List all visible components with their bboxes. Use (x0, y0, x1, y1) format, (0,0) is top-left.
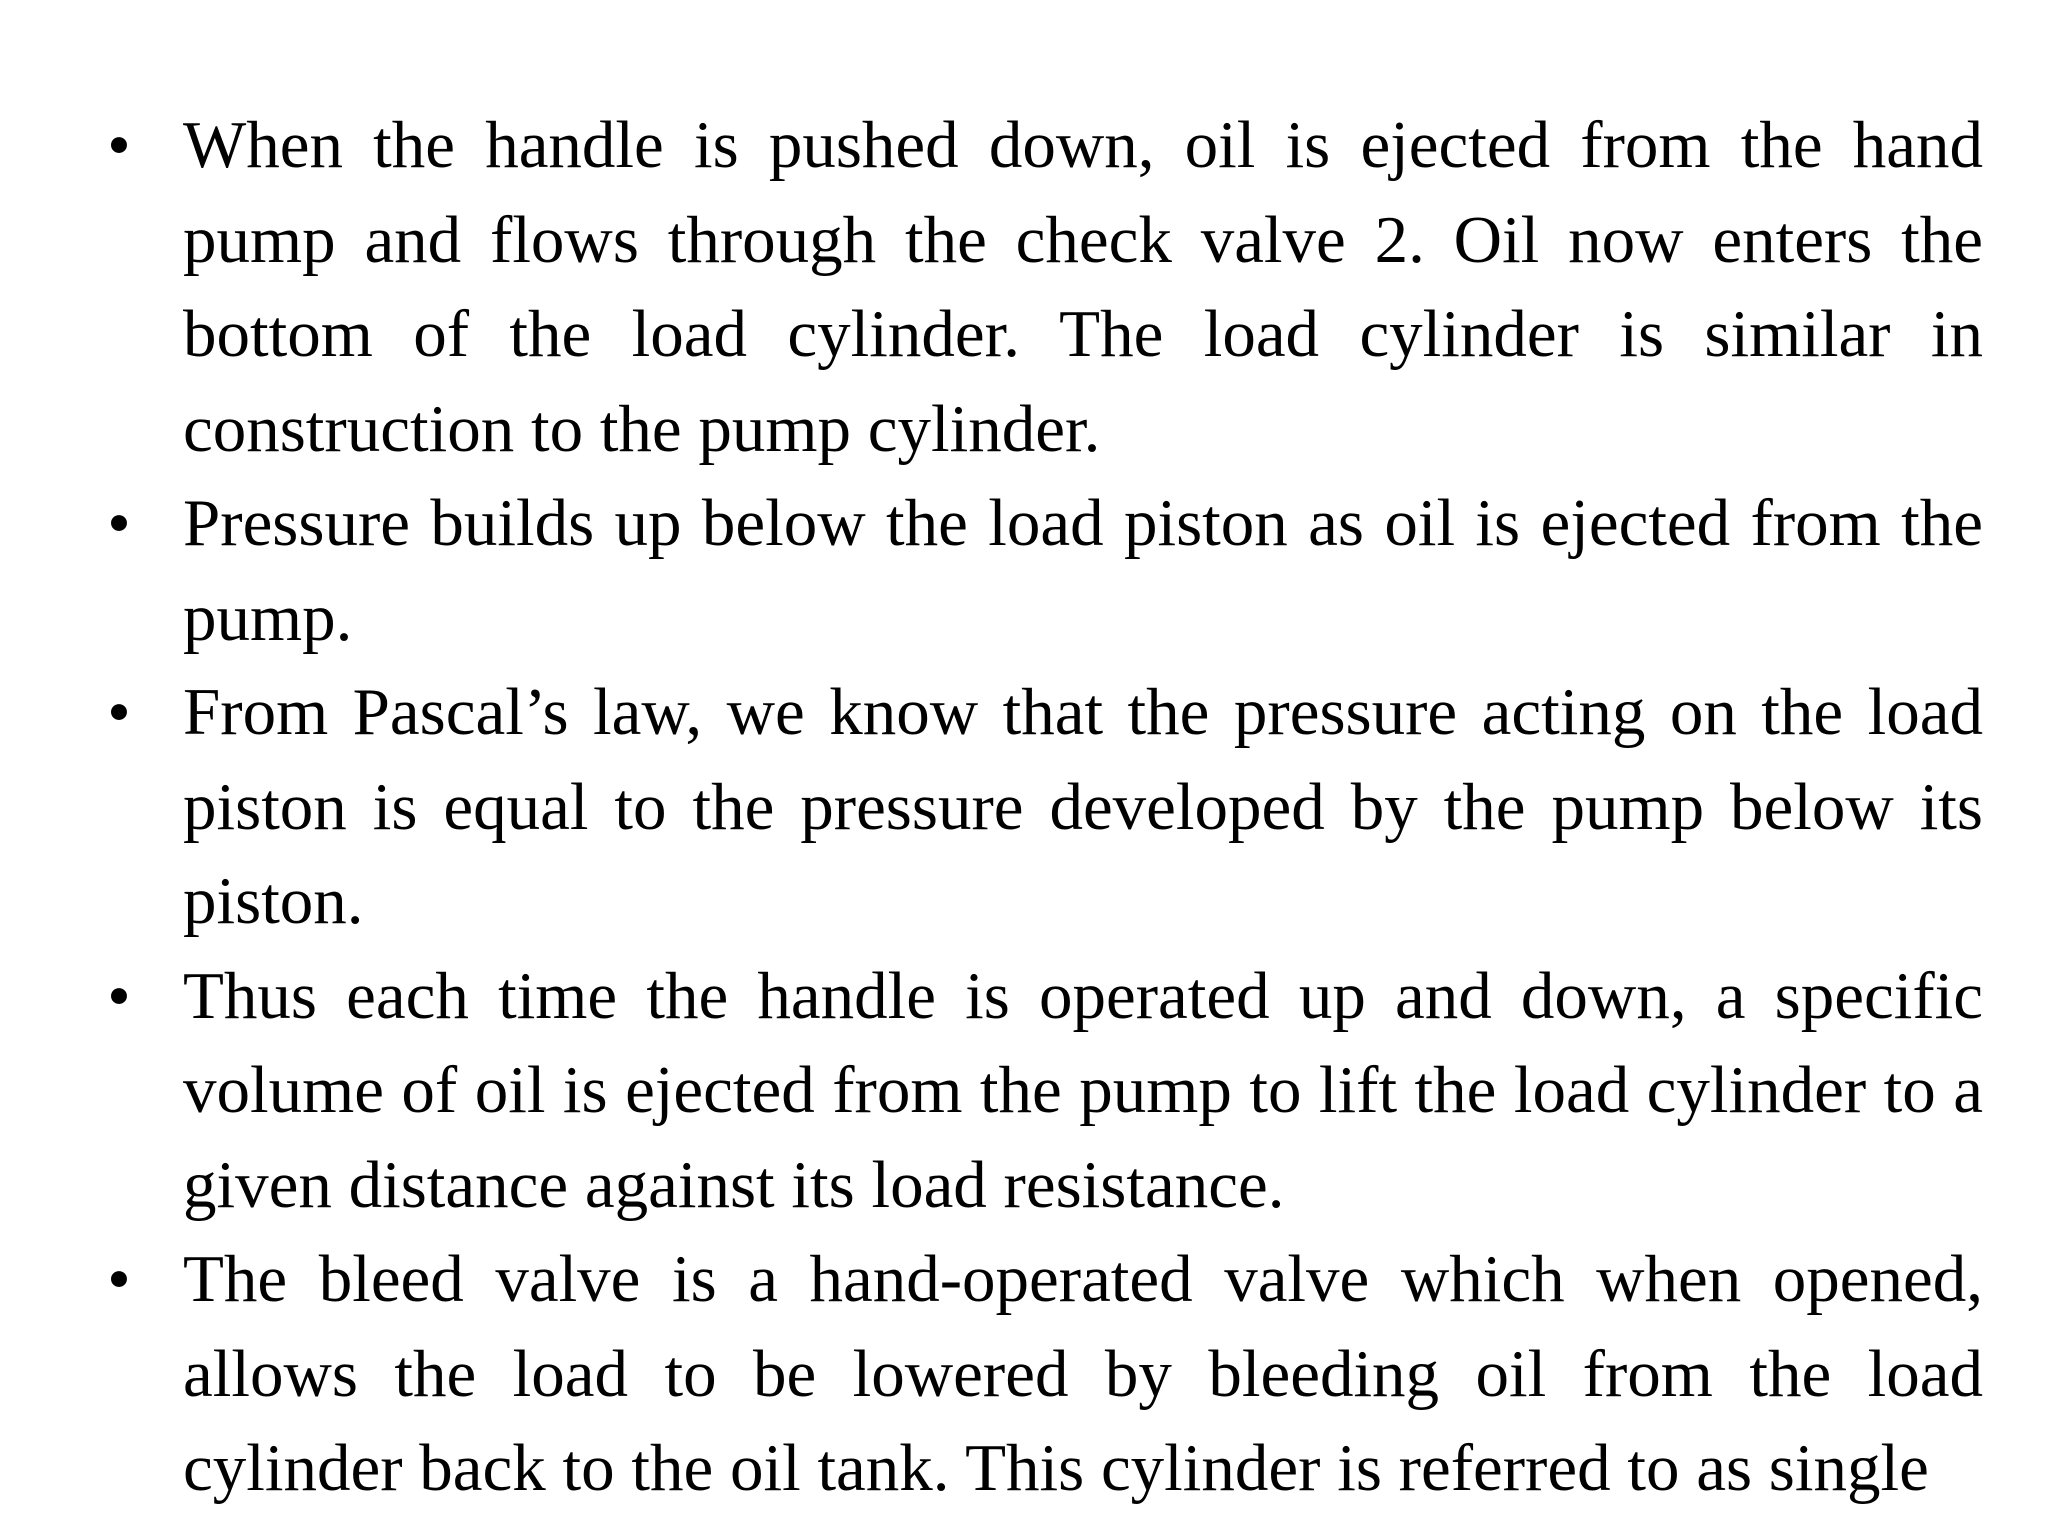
list-item-text: Pressure builds up below the load piston as oil is ejected from the pump. (183, 486, 1983, 655)
list-item (0, 98, 1983, 476)
list-item-text: From Pascal’s law, we know that the pressure acting on the load piston is equal to the pressure developed by the pump below its piston. (183, 675, 1983, 938)
bullet-marker: • (107, 1242, 131, 1316)
list-item (0, 665, 1983, 949)
list-item (0, 476, 1983, 665)
bullet-marker: • (107, 486, 131, 560)
bullet-marker: • (107, 958, 131, 1033)
list-item (0, 1232, 1983, 1516)
list-item-text: The bleed valve is a hand-operated valve which when opened, allows the load to be lowered by bleeding oil from the load cylinder back to the oil tank. This cylinder is referred to as single (183, 1242, 1983, 1505)
list-item-text: Thus each time the handle is operated up and down, a specific volume of oil is ejected from the pump to lift the load cylinder to a given distance against its load resistance. (183, 958, 1983, 1222)
bullet-marker: • (107, 108, 131, 182)
list-item-text: When the handle is pushed down, oil is ejected from the hand pump and flows through the check valve 2. Oil now enters the bottom of the load cylinder. The load cylinder is similar in construction to the pump cylinder. (183, 108, 1983, 466)
list-item (0, 949, 1983, 1233)
bullet-list (0, 98, 2048, 1516)
bullet-marker: • (107, 675, 131, 749)
